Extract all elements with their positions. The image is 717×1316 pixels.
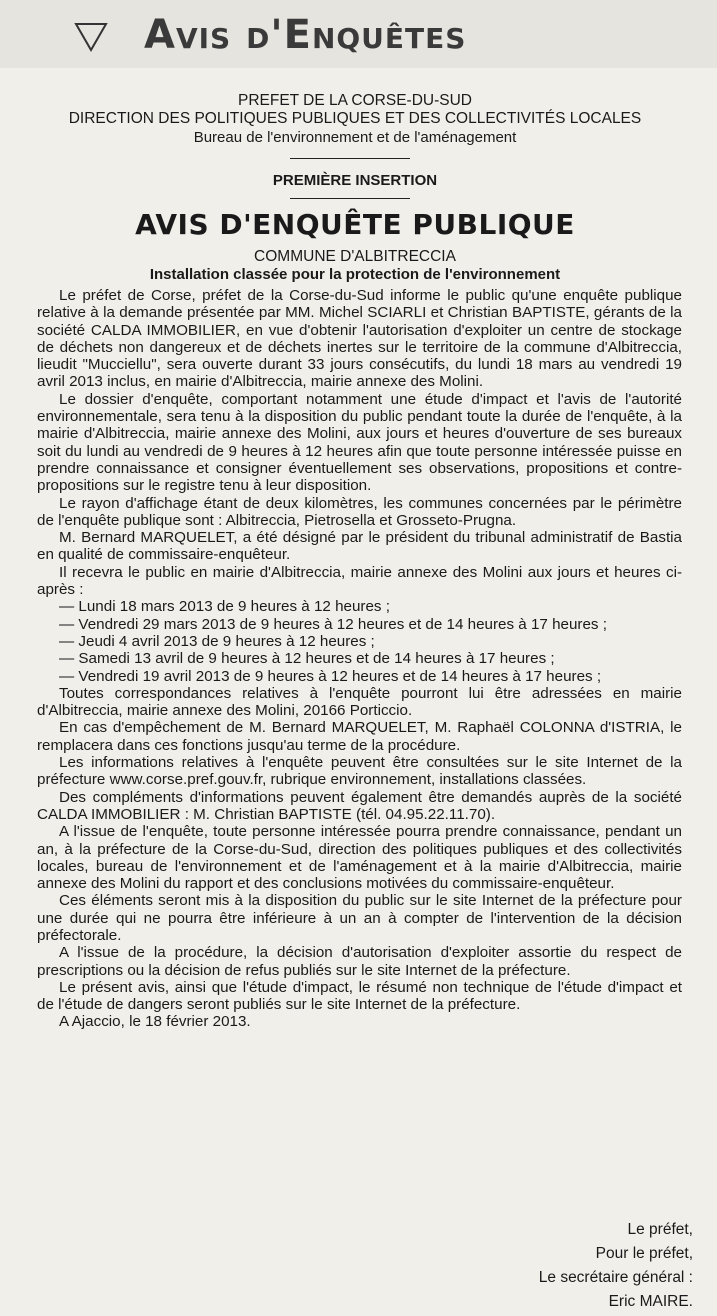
paragraph: Le présent avis, ainsi que l'étude d'impact, le résumé non technique de l'étude d'impact et de l'étude de dangers seront publiés sur le site Internet de la préfecture.: [37, 978, 682, 1014]
section-title: Avis d'Enquêtes: [144, 12, 467, 58]
direction-name: DIRECTION DES POLITIQUES PUBLIQUES ET DES COLLECTIVITÉS LOCALES: [68, 110, 642, 127]
section-banner: [0, 0, 717, 68]
paragraph: Le rayon d'affichage étant de deux kilomètres, les communes concernées par le périmètre de l'enquête publique sont : Albitreccia, Pietrosella et Grosseto-Prugna.: [37, 494, 682, 529]
signature-line: Le préfet,: [627, 1221, 693, 1238]
signature-block: [539, 1218, 693, 1314]
schedule-item: — Jeudi 4 avril 2013 de 9 heures à 12 heures ;: [59, 632, 375, 650]
schedule-item: — Vendredi 19 avril 2013 de 9 heures à 12 heures et de 14 heures à 17 heures ;: [59, 667, 602, 685]
paragraph: M. Bernard MARQUELET, a été désigné par le président du tribunal administratif de Bastia en qualité de commissaire-enquêteur.: [37, 529, 682, 564]
schedule-item: — Samedi 13 avril de 9 heures à 12 heures et de 14 heures à 17 heures ;: [59, 650, 555, 668]
paragraph: Des compléments d'informations peuvent également être demandés auprès de la société CALDA IMMOBILIER : M. Christian BAPTISTE (tél. 04.95.22.11.70).: [37, 788, 682, 823]
insertion-label: PREMIÈRE INSERTION: [272, 172, 438, 189]
paragraph: Toutes correspondances relatives à l'enquête pourront lui être adressées en mairie d'Albitreccia, mairie annexe des Molini, 20166 Porticcio.: [37, 684, 682, 720]
paragraph: Ces éléments seront mis à la disposition du public sur le site Internet de la préfecture pour une durée qui ne pourra être inférieure à un an à compter de l'intervention de la décision préfectorale.: [37, 892, 682, 944]
paragraph: A l'issue de l'enquête, toute personne intéressée pourra prendre connaissance, pendant un an, à la préfecture de la Corse-du-Sud, direction des politiques publiques et des collectivités locales, bureau de l'environnement et de l'aménagement et à la mairie d'Albitreccia, mairie annexe des Molini du rapport et des conclusions motivées du commissaire-enquêteur.: [37, 823, 682, 893]
prefecture-name: PREFET DE LA CORSE-DU-SUD: [238, 92, 472, 109]
divider: [290, 158, 410, 159]
paragraph: Le dossier d'enquête, comportant notamment une étude d'impact et l'avis de l'autorité environnementale, sera tenu à la disposition du public pendant toute la durée de l'enquête, à la mairie d'Albitreccia, mairie annexe des Molini, aux jours et heures d'ouverture de ses bureaux soit du lundi au vendredi de 9 heures à 12 heures afin que toute personne intéressée puisse en prendre connaissance et consigner éventuellement ses observations, propositions et contre-propositions sur le registre tenu à leur disposition.: [37, 390, 682, 495]
notice-title: AVIS D'ENQUÊTE PUBLIQUE: [135, 208, 575, 241]
schedule-item: — Lundi 18 mars 2013 de 9 heures à 12 heures ;: [59, 598, 390, 616]
date-line: A Ajaccio, le 18 février 2013.: [59, 1013, 251, 1031]
paragraph: A l'issue de la procédure, la décision d'autorisation d'exploiter assortie du respect de prescriptions ou la décision de refus publiés sur le site Internet de la préfecture.: [37, 944, 682, 979]
paragraph: Il recevra le public en mairie d'Albitreccia, mairie annexe des Molini aux jours et heures ci-après :: [37, 563, 682, 599]
schedule-list: [37, 598, 682, 684]
notice-subject: Installation classée pour la protection de l'environnement: [149, 266, 561, 283]
signature-line: Le secrétaire général :: [538, 1269, 693, 1286]
schedule-item: — Vendredi 29 mars 2013 de 9 heures à 12 heures et de 14 heures à 17 heures ;: [59, 615, 607, 633]
triangle-down-icon: [74, 22, 108, 52]
notice-body: [37, 287, 682, 1031]
bureau-name: Bureau de l'environnement et de l'aménagement: [193, 129, 517, 146]
paragraph: Le préfet de Corse, préfet de la Corse-du-Sud informe le public qu'une enquête publique relative à la demande présentée par MM. Michel SCIARLI et Christian BAPTISTE, gérants de la société CALDA IMMOBILIER, en vue d'obtenir l'autorisation d'exploiter un centre de stockage de déchets non dangereux et de déchets inertes sur le territoire de la commune d'Albitreccia, lieudit "Mucciellu", sera ouverte durant 33 jours consécutifs, du lundi 18 mars au vendredi 19 avril 2013 inclus, en mairie d'Albitreccia, mairie annexe des Molini.: [37, 287, 682, 391]
paragraph: En cas d'empêchement de M. Bernard MARQUELET, M. Raphaël COLONNA d'ISTRIA, le remplacera dans ces fonctions jusqu'au terme de la procédure.: [37, 719, 682, 754]
commune-name: COMMUNE D'ALBITRECCIA: [254, 248, 456, 265]
divider: [290, 198, 410, 199]
signatory-name: Eric MAIRE.: [608, 1293, 693, 1310]
paragraph: Les informations relatives à l'enquête peuvent être consultées sur le site Internet de la préfecture www.corse.pref.gouv.fr, rubrique environnement, installations classées.: [37, 754, 682, 789]
signature-line: Pour le préfet,: [595, 1245, 693, 1262]
